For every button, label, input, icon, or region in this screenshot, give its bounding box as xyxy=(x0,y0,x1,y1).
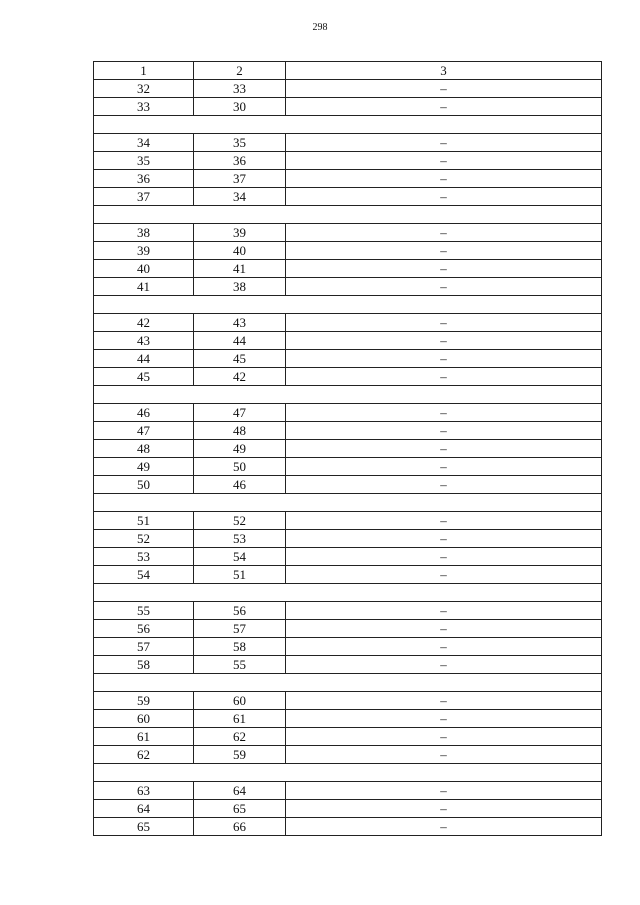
table-row xyxy=(94,260,602,278)
table-row xyxy=(94,782,602,800)
table-cell-col-2: 36 xyxy=(194,152,286,170)
separator-row xyxy=(94,584,602,602)
table-cell-col-3: – xyxy=(286,170,602,188)
table-cell-col-3: – xyxy=(286,782,602,800)
table-cell-col-3: – xyxy=(286,710,602,728)
table-row xyxy=(94,134,602,152)
table-cell-col-1: 42 xyxy=(94,314,194,332)
table-cell-col-3: – xyxy=(286,278,602,296)
table-cell-col-1: 59 xyxy=(94,692,194,710)
table-row xyxy=(94,512,602,530)
table-cell-col-3: – xyxy=(286,638,602,656)
table-cell-col-3: – xyxy=(286,242,602,260)
data-table xyxy=(93,61,602,836)
separator-cell xyxy=(94,584,602,602)
table-cell-col-1: 60 xyxy=(94,710,194,728)
table-cell-col-1: 50 xyxy=(94,476,194,494)
table-cell-col-1: 32 xyxy=(94,80,194,98)
table-row xyxy=(94,602,602,620)
table-cell-col-2: 59 xyxy=(194,746,286,764)
separator-cell xyxy=(94,116,602,134)
table-cell-col-3: – xyxy=(286,620,602,638)
table-cell-col-3: – xyxy=(286,692,602,710)
table-row xyxy=(94,332,602,350)
table-cell-col-1: 40 xyxy=(94,260,194,278)
table-row xyxy=(94,80,602,98)
table-cell-col-2: 39 xyxy=(194,224,286,242)
table-cell-col-3: – xyxy=(286,422,602,440)
separator-row xyxy=(94,386,602,404)
table-cell-col-2: 62 xyxy=(194,728,286,746)
table-row xyxy=(94,548,602,566)
table-cell-col-1: 43 xyxy=(94,332,194,350)
separator-cell xyxy=(94,386,602,404)
table-cell-col-2: 33 xyxy=(194,80,286,98)
table-row xyxy=(94,314,602,332)
table-cell-col-3: – xyxy=(286,800,602,818)
table-cell-col-3: – xyxy=(286,404,602,422)
table-cell-col-2: 46 xyxy=(194,476,286,494)
separator-row xyxy=(94,764,602,782)
table-cell-col-1: 41 xyxy=(94,278,194,296)
table-cell-col-2: 60 xyxy=(194,692,286,710)
table-cell-col-3: – xyxy=(286,188,602,206)
table-cell-col-2: 35 xyxy=(194,134,286,152)
table-cell-col-1: 62 xyxy=(94,746,194,764)
separator-row xyxy=(94,206,602,224)
table-cell-col-2: 53 xyxy=(194,530,286,548)
table-cell-col-2: 44 xyxy=(194,332,286,350)
table-cell-col-3: – xyxy=(286,152,602,170)
table-cell-col-2: 49 xyxy=(194,440,286,458)
table-cell-col-1: 51 xyxy=(94,512,194,530)
separator-row xyxy=(94,116,602,134)
table-cell-col-3: – xyxy=(286,332,602,350)
table-cell-col-1: 39 xyxy=(94,242,194,260)
header-cell-3: 3 xyxy=(286,62,602,80)
table-row xyxy=(94,530,602,548)
table-row xyxy=(94,278,602,296)
table-cell-col-3: – xyxy=(286,728,602,746)
separator-row xyxy=(94,494,602,512)
table-cell-col-1: 55 xyxy=(94,602,194,620)
table-cell-col-1: 33 xyxy=(94,98,194,116)
table-header-row xyxy=(94,62,602,80)
table-cell-col-3: – xyxy=(286,260,602,278)
table-cell-col-3: – xyxy=(286,458,602,476)
table-row xyxy=(94,242,602,260)
separator-cell xyxy=(94,494,602,512)
table-cell-col-1: 47 xyxy=(94,422,194,440)
separator-row xyxy=(94,674,602,692)
table-cell-col-1: 52 xyxy=(94,530,194,548)
table-body xyxy=(94,80,602,836)
table-row xyxy=(94,188,602,206)
table-row xyxy=(94,620,602,638)
table-cell-col-1: 61 xyxy=(94,728,194,746)
table-row xyxy=(94,818,602,836)
table-cell-col-2: 56 xyxy=(194,602,286,620)
table-cell-col-3: – xyxy=(286,80,602,98)
table-cell-col-1: 35 xyxy=(94,152,194,170)
table-cell-col-3: – xyxy=(286,134,602,152)
table-cell-col-2: 38 xyxy=(194,278,286,296)
table-cell-col-2: 57 xyxy=(194,620,286,638)
table-cell-col-3: – xyxy=(286,818,602,836)
table-cell-col-1: 64 xyxy=(94,800,194,818)
table-cell-col-2: 64 xyxy=(194,782,286,800)
table-row xyxy=(94,440,602,458)
table-cell-col-3: – xyxy=(286,602,602,620)
table-cell-col-2: 47 xyxy=(194,404,286,422)
table-cell-col-1: 44 xyxy=(94,350,194,368)
table-row xyxy=(94,152,602,170)
table-cell-col-3: – xyxy=(286,548,602,566)
table-cell-col-3: – xyxy=(286,476,602,494)
table-cell-col-1: 38 xyxy=(94,224,194,242)
table-cell-col-1: 58 xyxy=(94,656,194,674)
table-row xyxy=(94,800,602,818)
table-cell-col-2: 43 xyxy=(194,314,286,332)
table-cell-col-2: 58 xyxy=(194,638,286,656)
table-cell-col-2: 34 xyxy=(194,188,286,206)
page-number: 298 xyxy=(312,22,328,33)
table-cell-col-1: 46 xyxy=(94,404,194,422)
table-cell-col-1: 57 xyxy=(94,638,194,656)
table-cell-col-1: 63 xyxy=(94,782,194,800)
table-cell-col-3: – xyxy=(286,530,602,548)
table-cell-col-2: 41 xyxy=(194,260,286,278)
header-cell-2: 2 xyxy=(194,62,286,80)
separator-cell xyxy=(94,764,602,782)
table-cell-col-2: 37 xyxy=(194,170,286,188)
table-row xyxy=(94,656,602,674)
table-row xyxy=(94,746,602,764)
table-cell-col-3: – xyxy=(286,656,602,674)
table-cell-col-1: 34 xyxy=(94,134,194,152)
table-cell-col-2: 52 xyxy=(194,512,286,530)
table-cell-col-1: 36 xyxy=(94,170,194,188)
table-cell-col-1: 65 xyxy=(94,818,194,836)
table-row xyxy=(94,692,602,710)
table-row xyxy=(94,224,602,242)
table-cell-col-3: – xyxy=(286,224,602,242)
table-row xyxy=(94,566,602,584)
table-cell-col-2: 48 xyxy=(194,422,286,440)
table-row xyxy=(94,404,602,422)
table-cell-col-1: 49 xyxy=(94,458,194,476)
table-cell-col-2: 30 xyxy=(194,98,286,116)
table-row xyxy=(94,638,602,656)
table-cell-col-2: 42 xyxy=(194,368,286,386)
table-row xyxy=(94,170,602,188)
table-cell-col-2: 66 xyxy=(194,818,286,836)
table-cell-col-1: 45 xyxy=(94,368,194,386)
table-row xyxy=(94,98,602,116)
table-cell-col-2: 65 xyxy=(194,800,286,818)
table-cell-col-1: 37 xyxy=(94,188,194,206)
table-cell-col-3: – xyxy=(286,314,602,332)
table-cell-col-2: 40 xyxy=(194,242,286,260)
table-cell-col-3: – xyxy=(286,440,602,458)
table-cell-col-2: 45 xyxy=(194,350,286,368)
table-cell-col-2: 54 xyxy=(194,548,286,566)
table-row xyxy=(94,476,602,494)
table-cell-col-1: 53 xyxy=(94,548,194,566)
table-cell-col-3: – xyxy=(286,350,602,368)
table-cell-col-3: – xyxy=(286,746,602,764)
table-cell-col-2: 50 xyxy=(194,458,286,476)
table-cell-col-3: – xyxy=(286,512,602,530)
separator-row xyxy=(94,296,602,314)
separator-cell xyxy=(94,674,602,692)
table-row xyxy=(94,458,602,476)
table-row xyxy=(94,422,602,440)
table-cell-col-2: 61 xyxy=(194,710,286,728)
table-cell-col-3: – xyxy=(286,566,602,584)
table-row xyxy=(94,368,602,386)
table-cell-col-3: – xyxy=(286,98,602,116)
header-cell-1: 1 xyxy=(94,62,194,80)
table-cell-col-1: 54 xyxy=(94,566,194,584)
separator-cell xyxy=(94,206,602,224)
table-cell-col-1: 48 xyxy=(94,440,194,458)
table-cell-col-2: 55 xyxy=(194,656,286,674)
table-row xyxy=(94,350,602,368)
table-row xyxy=(94,710,602,728)
table-cell-col-3: – xyxy=(286,368,602,386)
table-cell-col-2: 51 xyxy=(194,566,286,584)
table-cell-col-1: 56 xyxy=(94,620,194,638)
table-row xyxy=(94,728,602,746)
separator-cell xyxy=(94,296,602,314)
